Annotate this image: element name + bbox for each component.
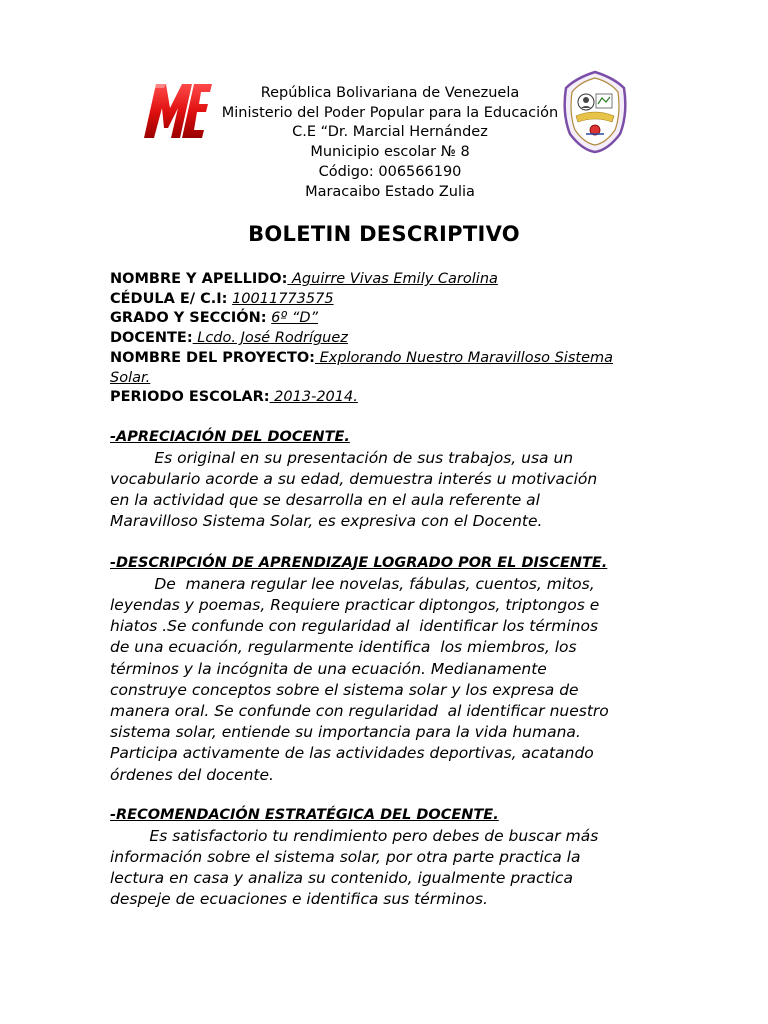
learning-heading: -DESCRIPCIÓN DE APRENDIZAJE LOGRADO POR EL DISCENTE. [110, 555, 608, 571]
header-line-municipality: Municipio escolar № 8 [310, 144, 470, 161]
learning-line: hiatos .Se confunde con regularidad al identificar los términos [110, 617, 599, 636]
recommendation-line: Es satisfactorio tu rendimiento pero debes de buscar más [110, 826, 599, 845]
header-line-republic: República Bolivariana de Venezuela [260, 85, 520, 101]
learning-line: De manera regular lee novelas, fábulas, cuentos, mitos, [110, 574, 595, 593]
appreciation-line: vocabulario acorde a su edad, demuestra interés u motivación [110, 469, 598, 488]
appreciation-line: Es original en su presentación de sus trabajos, usa un [110, 448, 574, 467]
recommendation-line: lectura en casa y analiza su contenido, igualmente practica [110, 869, 573, 888]
section-appreciation [110, 428, 658, 533]
learning-line: construye conceptos sobre el sistema solar y los expresa de [110, 680, 579, 699]
period-value: 2013-2014. [269, 389, 358, 406]
learning-line: manera oral. Se confunde con regularidad al identificar nuestro [110, 701, 609, 720]
header-line-code: Código: 006566190 [318, 163, 462, 180]
grade-value: 6º “D” [271, 310, 319, 327]
appreciation-line: en la actividad que se desarrolla en el aula referente al [110, 491, 540, 510]
learning-line: Participa activamente de las actividades deportivas, acatando [110, 744, 594, 763]
info-row-project-cont [110, 369, 670, 389]
appreciation-body [110, 448, 658, 533]
institution-header [180, 84, 600, 202]
name-value: Aguirre Vivas Emily Carolina [287, 271, 498, 287]
learning-line: de una ecuación, regularmente identifica los miembros, los [110, 638, 577, 657]
appreciation-line: Maravilloso Sistema Solar, es expresiva con el Docente. [110, 512, 543, 531]
header-line-ministry: Ministerio del Poder Popular para la Educación [221, 104, 559, 121]
info-row-teacher [110, 329, 670, 349]
info-row-project [110, 349, 670, 369]
info-row-grade [110, 309, 670, 329]
learning-line: leyendas y poemas, Requiere practicar diptongos, triptongos e [110, 595, 600, 614]
id-label: CÉDULA E/ C.I: [110, 290, 228, 307]
header-line-city: Maracaibo Estado Zulia [305, 183, 475, 200]
project-label: NOMBRE DEL PROYECTO: [110, 349, 315, 366]
recommendation-line: información sobre el sistema solar, por otra parte practica la [110, 847, 581, 866]
teacher-label: DOCENTE: [110, 330, 193, 347]
project-value-cont: Solar. [110, 369, 151, 386]
grade-label: GRADO Y SECCIÓN: [110, 310, 267, 327]
section-learning-description [110, 554, 658, 786]
info-row-period [110, 388, 670, 408]
student-info [110, 270, 670, 408]
info-row-name [110, 270, 670, 290]
recommendation-line: despeje de ecuaciones e identifica sus términos. [110, 890, 488, 909]
learning-line: sistema solar, entiende su importancia para la vida humana. [110, 723, 581, 742]
learning-body [110, 574, 658, 786]
document-title: BOLETIN DESCRIPTIVO [248, 222, 520, 246]
project-value: Explorando Nuestro Maravilloso Sistema [314, 349, 614, 366]
recommendation-heading: -RECOMENDACIÓN ESTRATÉGICA DEL DOCENTE. [110, 807, 499, 823]
section-recommendation [110, 806, 658, 911]
period-label: PERIODO ESCOLAR: [110, 389, 270, 406]
id-value: 10011773575 [232, 290, 334, 307]
info-row-id [110, 290, 670, 310]
teacher-value: Lcdo. José Rodríguez [192, 330, 348, 347]
recommendation-body [110, 826, 658, 911]
learning-line: órdenes del docente. [110, 765, 274, 784]
header-line-school: C.E “Dr. Marcial Hernández [292, 124, 488, 141]
name-label: NOMBRE Y APELLIDO: [110, 271, 288, 287]
learning-line: términos y la incógnita de una ecuación. Medianamente [110, 659, 547, 678]
appreciation-heading: -APRECIACIÓN DEL DOCENTE. [110, 429, 350, 445]
